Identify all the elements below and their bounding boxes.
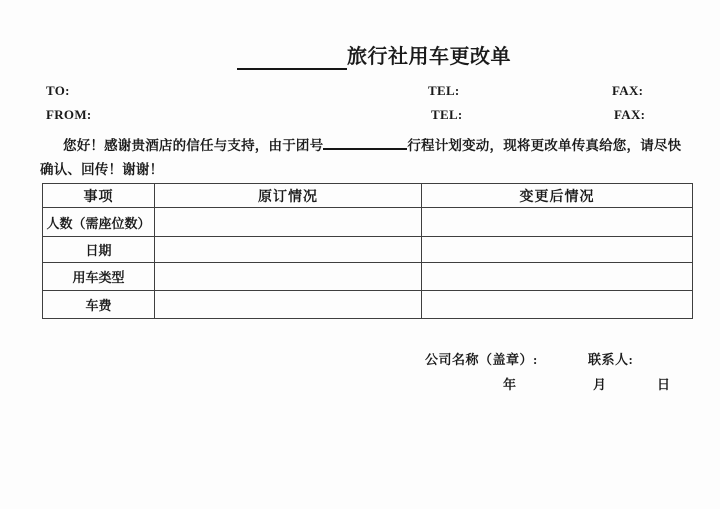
tel-label-2: TEL:	[431, 107, 463, 122]
table-header-row	[43, 184, 693, 208]
table-row-vehicle-type	[43, 263, 693, 291]
form-title-row	[237, 44, 511, 70]
year-label: 年	[503, 377, 517, 392]
header-original: 原订情况	[155, 184, 422, 208]
fax-label-1: FAX:	[612, 83, 644, 98]
row-label-vehicle-type: 用车类型	[43, 263, 155, 291]
day-label: 日	[657, 377, 671, 392]
group-number-blank-line[interactable]	[323, 136, 407, 150]
to-label: TO:	[46, 83, 70, 98]
table-row-fare	[43, 291, 693, 319]
passengers-original-cell[interactable]	[155, 208, 422, 237]
from-label: FROM:	[46, 107, 92, 122]
vehicle-type-changed-cell[interactable]	[422, 263, 693, 291]
month-label: 月	[593, 377, 607, 392]
change-details-table	[42, 183, 693, 319]
notice-line-1	[63, 136, 681, 154]
tel-label-1: TEL:	[428, 83, 460, 98]
company-name-label: 公司名称（盖章）:	[425, 352, 538, 367]
fare-changed-cell[interactable]	[422, 291, 693, 319]
row-label-fare: 车费	[43, 291, 155, 319]
date-original-cell[interactable]	[155, 237, 422, 263]
fare-original-cell[interactable]	[155, 291, 422, 319]
notice-text-before-blank: 您好！感谢贵酒店的信任与支持，由于团号	[63, 138, 324, 153]
header-changed: 变更后情况	[422, 184, 693, 208]
notice-text-after-blank: 行程计划变动，现将更改单传真给您，请尽快	[407, 138, 682, 153]
row-label-passengers: 人数（需座位数）	[43, 208, 155, 237]
table-row-date	[43, 237, 693, 263]
row-label-date: 日期	[43, 237, 155, 263]
fax-label-2: FAX:	[614, 107, 646, 122]
form-title: 旅行社用车更改单	[347, 46, 511, 68]
title-blank-line[interactable]	[237, 44, 347, 70]
passengers-changed-cell[interactable]	[422, 208, 693, 237]
table-row-passengers	[43, 208, 693, 237]
contact-person-label: 联系人:	[588, 352, 634, 367]
notice-line-2: 确认、回传！谢谢！	[40, 162, 164, 177]
vehicle-type-original-cell[interactable]	[155, 263, 422, 291]
date-changed-cell[interactable]	[422, 237, 693, 263]
header-item: 事项	[43, 184, 155, 208]
